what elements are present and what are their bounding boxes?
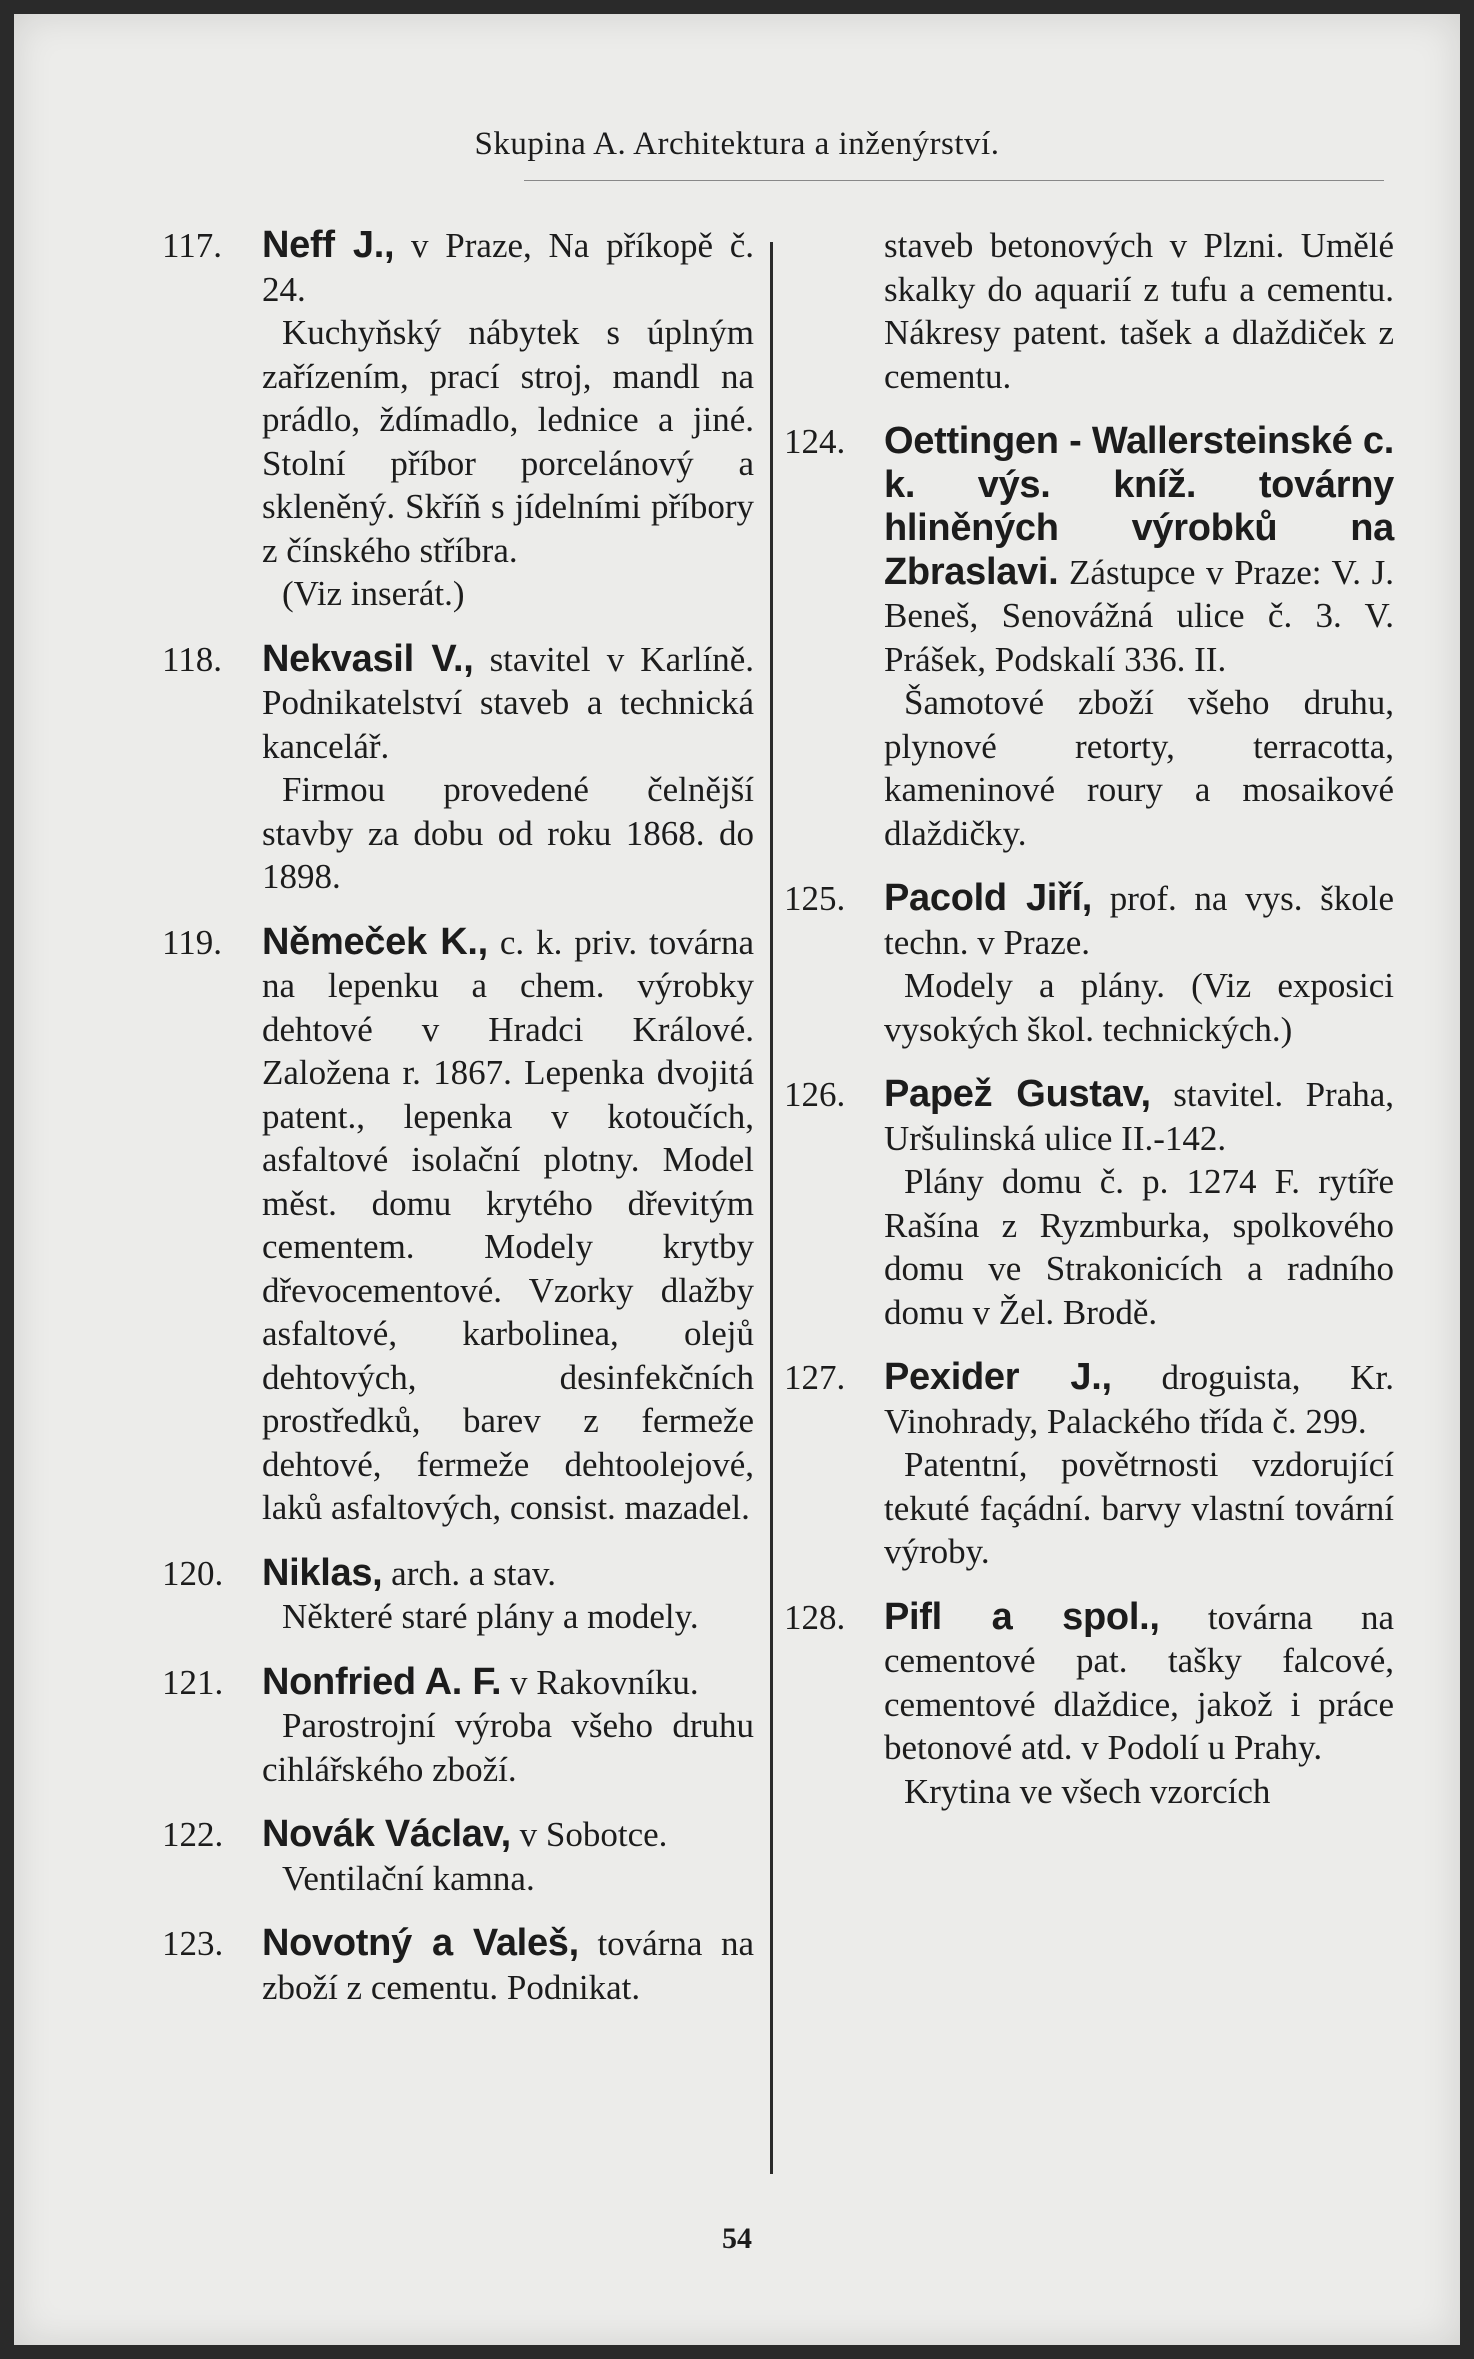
entry-number: 122.	[162, 1815, 224, 1854]
exhibitor-name: Nekvasil V.,	[262, 637, 474, 680]
catalogue-entry	[162, 1661, 754, 1792]
exhibit-description: Modely a plány. (Viz exposici vysokých škol. technických.)	[884, 966, 1394, 1049]
entry-heading	[262, 224, 754, 311]
entry-number: 127.	[784, 1358, 846, 1397]
left-column	[162, 224, 754, 2031]
entry-number: 128.	[784, 1597, 846, 1637]
exhibit-description: Parostrojní výroba všeho druhu cihlářského zboží.	[262, 1706, 754, 1789]
exhibitor-details: stavitel. Praha, Uršulinská ulice II.-142.	[884, 1075, 1395, 1158]
exhibitor-details: v Sobotce.	[519, 1815, 668, 1854]
header-rule	[524, 180, 1384, 181]
entry-heading	[262, 1552, 754, 1596]
exhibitor-name: Novotný a Valeš,	[262, 1922, 579, 1964]
entry-heading	[262, 1661, 754, 1705]
entry-number: 117.	[162, 226, 222, 265]
exhibitor-name: Nonfried A. F.	[262, 1660, 502, 1703]
exhibitor-details: stavitel v Karlíně. Podnikatelství staveb a technická kancelář.	[262, 639, 754, 766]
exhibitor-details: v Praze, Na příkopě č. 24.	[262, 226, 755, 309]
exhibitor-name: Oettingen - Wallersteinské c. k. výs. kníž. továrny hliněných výrobků na Zbraslavi.	[884, 420, 1394, 593]
continuation-text	[784, 224, 1394, 398]
exhibitor-name: Pifl a spol.,	[884, 1595, 1160, 1638]
entry-heading	[884, 1073, 1394, 1160]
catalogue-entry	[784, 420, 1394, 855]
entry-number: 118.	[162, 639, 222, 679]
catalogue-entry	[162, 1552, 754, 1639]
exhibit-description: Plány domu č. p. 1274 F. rytíře Rašína z Ryzmburka, spolkového domu ve Strakonicích a radního domu v Žel. Brodě.	[884, 1162, 1394, 1332]
catalogue-entry	[162, 1922, 754, 2009]
exhibitor-details: továrna na cementové pat. tašky falcové, cementové dlaždice, jakož i práce betonové atd. v Podolí u Prahy.	[884, 1597, 1394, 1767]
catalogue-entry	[162, 224, 754, 616]
page	[14, 14, 1460, 2345]
exhibitor-details: prof. na vys. škole techn. v Praze.	[884, 879, 1394, 962]
exhibitor-details: arch. a stav.	[391, 1553, 557, 1593]
exhibitor-name: Papež Gustav,	[884, 1073, 1151, 1115]
right-column	[784, 224, 1394, 1835]
entry-heading	[262, 1922, 754, 2009]
catalogue-entry	[162, 1813, 754, 1900]
exhibitor-name: Němeček K.,	[262, 920, 488, 963]
exhibitor-details: továrna na zboží z cementu. Podnikat.	[262, 1924, 755, 2007]
running-header: Skupina A. Architektura a inženýrství.	[474, 126, 1000, 162]
entry-heading	[884, 1356, 1394, 1443]
entry-number: 125.	[784, 879, 846, 918]
exhibitor-name: Pexider J.,	[884, 1356, 1112, 1398]
entry-heading	[262, 921, 754, 1530]
entry-number: 119.	[162, 922, 222, 962]
exhibitor-details: v Rakovníku.	[510, 1662, 699, 1702]
column-divider	[770, 242, 773, 2174]
exhibitor-name: Niklas,	[262, 1551, 383, 1594]
exhibitor-name: Neff J.,	[262, 224, 395, 266]
catalogue-entry	[784, 1073, 1394, 1334]
entry-number: 126.	[784, 1075, 846, 1114]
exhibitor-details: c. k. priv. továrna na lepenku a chem. výrobky dehtové v Hradci Králové. Založena r. 1867. Lepenka dvojitá patent., lepenka v kotoučích, asfaltové isolační plotny. Model měst. domu krytého dřevitým cementem. Modely krytby dřevocementové. Vzorky dlažby asfaltové, karbolinea, olejů dehtových, desinfekčních prostředků, barev z fermeže dehtové, fermeže dehtoolejové, laků asfaltových, consist. mazadel.	[262, 922, 754, 1527]
catalogue-entry	[784, 877, 1394, 1051]
entry-heading	[884, 877, 1394, 964]
entry-number: 123.	[162, 1924, 224, 1963]
page-number: 54	[722, 2222, 752, 2255]
exhibit-description: Patentní, povětrnosti vzdorující tekuté façádní. barvy vlastní tovární výroby.	[884, 1445, 1394, 1571]
exhibitor-name: Novák Václav,	[262, 1813, 511, 1855]
exhibit-description: (Viz inserát.)	[282, 574, 465, 613]
entry-heading	[884, 1596, 1394, 1770]
exhibit-description: Krytina ve všech vzorcích	[904, 1771, 1271, 1811]
catalogue-entry	[162, 921, 754, 1530]
entry-number: 124.	[784, 422, 846, 461]
exhibit-description: Některé staré plány a modely.	[282, 1597, 699, 1636]
exhibitor-details: Zástupce v Praze: V. J. Beneš, Senovážná ulice č. 3. V. Prášek, Podskalí 336. II.	[884, 552, 1394, 679]
entry-heading	[262, 1813, 754, 1857]
catalogue-entry	[784, 1596, 1394, 1814]
exhibit-description: Kuchyňský nábytek s úplným zařízením, prací stroj, mandl na prádlo, ždímadlo, lednice a jiné. Stolní příbor porcelánový a skleněný. Skříň s jídelními příbory z čínského stříbra.	[262, 313, 754, 570]
exhibitor-details: droguista, Kr. Vinohrady, Palackého třída č. 299.	[884, 1358, 1395, 1441]
catalogue-entry	[784, 1356, 1394, 1574]
entry-heading	[884, 420, 1394, 681]
exhibit-description: Firmou provedené čelnější stavby za dobu od roku 1868. do 1898.	[262, 770, 754, 896]
continuation-paragraph: staveb betonových v Plzni. Umělé skalky do aquarií z tufu a cementu. Nákresy patent. tašek a dlaždiček z cementu.	[884, 226, 1394, 396]
exhibit-description: Ventilační kamna.	[282, 1858, 535, 1898]
entry-number: 120.	[162, 1553, 224, 1593]
catalogue-entry	[162, 638, 754, 899]
entry-heading	[262, 638, 754, 769]
exhibitor-name: Pacold Jiří,	[884, 877, 1093, 919]
entry-number: 121.	[162, 1662, 224, 1702]
exhibit-description: Šamotové zboží všeho druhu, plynové retorty, terracotta, kameninové roury a mosaikové dlaždičky.	[884, 683, 1394, 853]
